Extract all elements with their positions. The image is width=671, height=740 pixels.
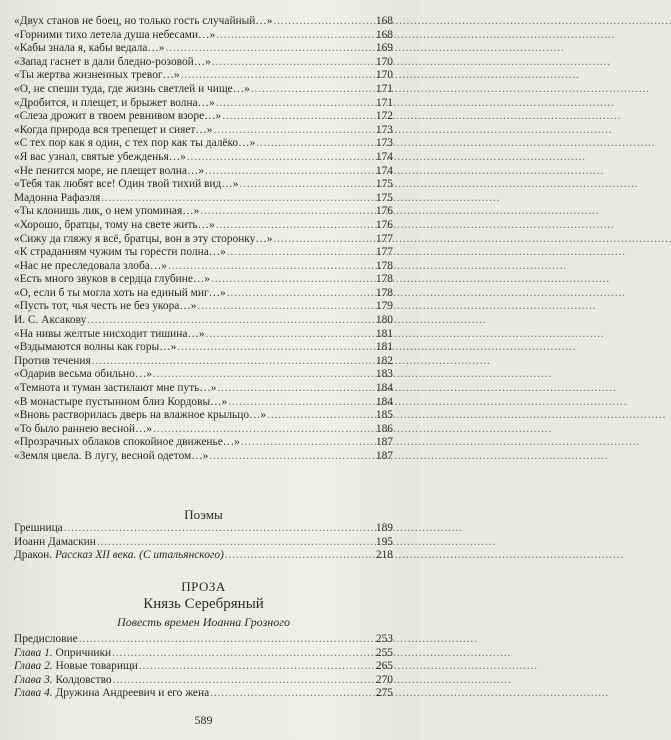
toc-entry-name: Колдовство — [52, 673, 112, 686]
toc-entry-page: 175 — [375, 191, 393, 204]
toc-entry-title: «Я вас узнал, святые убежденья…» — [14, 150, 186, 163]
dot-leader — [139, 660, 374, 674]
toc-entry-title: Мадонна Рафаэля — [14, 191, 101, 204]
toc-entry-title — [14, 674, 112, 688]
toc-entry-title: «В монастыре пустынном близ Кордовы…» — [14, 395, 228, 408]
dot-leader — [87, 314, 374, 328]
toc-entry — [14, 137, 393, 151]
dot-leader — [267, 409, 374, 423]
toc-entry-label: Глава 1. — [14, 646, 53, 659]
toc-entry — [14, 355, 393, 369]
toc-entry — [14, 56, 393, 70]
toc-entry-title — [14, 549, 224, 563]
toc-entry-title: Грешница — [14, 522, 63, 534]
toc-entry — [14, 633, 393, 647]
dot-leader — [273, 233, 374, 247]
toc-entry — [14, 536, 393, 550]
toc-entry-page: 177 — [375, 232, 393, 245]
toc-entry — [14, 97, 393, 111]
toc-entry-title: «Ты жертва жизненных тревог…» — [14, 69, 180, 82]
toc-entry-title: «То было раннею весной…» — [14, 422, 153, 435]
dot-leader — [205, 165, 374, 179]
toc-entry-label: Глава 4. — [14, 687, 53, 700]
toc-entry-name: Новые товарищи — [52, 660, 138, 673]
toc-entry-page: 189 — [375, 522, 393, 534]
toc-entry-page: 183 — [375, 368, 393, 381]
dot-leader — [64, 522, 374, 536]
toc-entry-title: «Не пенится море, не плещет волна…» — [14, 164, 205, 177]
toc-entry-page: 185 — [375, 409, 393, 422]
toc-entry-page: 176 — [375, 218, 393, 231]
toc-entry-page: 174 — [375, 150, 393, 163]
toc-entry-page: 178 — [375, 286, 393, 299]
dot-leader — [153, 368, 374, 382]
dot-leader — [181, 69, 374, 83]
toc-entry-title: «На нивы желтые нисходит тишина…» — [14, 327, 205, 340]
toc-entry — [14, 382, 393, 396]
toc-entry-page: 181 — [375, 341, 393, 354]
dot-leader — [274, 15, 375, 29]
novel-subtitle: Повесть времен Иоанна Грозного — [117, 615, 290, 629]
toc-entry-page: 270 — [375, 673, 393, 686]
toc-entry-page: 174 — [375, 164, 393, 177]
toc-entry-page: 171 — [375, 96, 393, 109]
toc-entry-title: «Горними тихо летела душа небесами…» — [14, 28, 216, 41]
dot-leader — [197, 300, 374, 314]
toc-entry-page: 195 — [375, 535, 393, 548]
toc-entry-title: «Двух станов не боец, но только гость случайный…» — [14, 15, 273, 27]
toc-entry-page: 169 — [375, 42, 393, 55]
dot-leader — [216, 29, 374, 43]
dot-leader — [211, 273, 374, 287]
toc-entry — [14, 341, 393, 355]
toc-entry — [14, 687, 393, 701]
toc-entry-page: 265 — [375, 660, 393, 673]
toc-entry-page: 178 — [375, 259, 393, 272]
toc-entry-title: «Прозрачных облаков спокойное движенье…» — [14, 436, 240, 449]
dot-leader — [113, 674, 374, 688]
dot-leader — [209, 450, 374, 464]
toc-entry-page: 175 — [375, 178, 393, 191]
toc-entry-page: 173 — [375, 137, 393, 150]
toc-entry-page: 172 — [375, 110, 393, 123]
toc-entry — [14, 246, 393, 260]
toc-entry-title — [14, 633, 78, 647]
toc-entry-title: «К страданиям чужим ты горести полна…» — [14, 246, 226, 259]
toc-entry-title: Против течения — [14, 354, 91, 367]
dot-leader — [153, 423, 374, 437]
toc-entry — [14, 328, 393, 342]
toc-entry-page: 171 — [375, 82, 393, 95]
dot-leader — [101, 192, 374, 206]
dot-leader — [216, 219, 374, 233]
toc-entry — [14, 219, 393, 233]
toc-entry — [14, 124, 393, 138]
toc-entry-label: Глава 3. — [14, 673, 53, 686]
toc-entry-title: «Кабы знала я, кабы ведала…» — [14, 42, 165, 55]
toc-entry — [14, 15, 393, 29]
novel-title: Князь Серебряный — [143, 596, 264, 612]
toc-entry — [14, 409, 393, 423]
toc-entry-title: «Есть много звуков в сердца глубине…» — [14, 273, 210, 286]
toc-entry-title: «Пусть тот, чья честь не без укора…» — [14, 300, 197, 313]
toc-entry-title: «Темнота и туман застилают мне путь…» — [14, 382, 217, 395]
toc-entry-title: «Хорошо, братцы, тому на свете жить…» — [14, 218, 215, 231]
toc-entry — [14, 205, 393, 219]
dot-leader — [187, 151, 374, 165]
toc-entry-page: 186 — [375, 422, 393, 435]
toc-entry-title: И. С. Аксакову — [14, 314, 87, 327]
toc-entry — [14, 549, 393, 563]
toc-entry-page: 177 — [375, 246, 393, 259]
toc-entry-page: 182 — [375, 354, 393, 367]
toc-entry-title: «Вздымаются волны как горы…» — [14, 341, 177, 354]
dot-leader — [241, 436, 374, 450]
toc-entry-page: 168 — [375, 15, 393, 27]
toc-entry — [14, 314, 393, 328]
toc-entry — [14, 647, 393, 661]
toc-entry — [14, 423, 393, 437]
dot-leader — [92, 355, 374, 369]
toc-entry-label: Глава 2. — [14, 660, 53, 673]
toc-entry-title: «Одарив весьма обильно…» — [14, 368, 152, 381]
toc-entry-page: 168 — [375, 28, 393, 41]
dot-leader — [79, 633, 374, 647]
toc-entry — [14, 450, 393, 464]
toc-entry-page: 184 — [375, 395, 393, 408]
toc-entry — [14, 674, 393, 688]
dot-leader — [239, 178, 374, 192]
toc-entry-label: Рассказ XII века. (С итальянского) — [54, 549, 224, 562]
toc-entry — [14, 522, 393, 536]
toc-entry-name: Дракон. — [14, 549, 55, 562]
dot-leader — [227, 287, 374, 301]
toc-entry — [14, 151, 393, 165]
toc-entry-title: Иоанн Дамаскин — [14, 535, 96, 548]
toc-entry-page: 170 — [375, 55, 393, 68]
dot-leader — [212, 56, 374, 70]
section-heading-poems: Поэмы — [184, 507, 223, 522]
section-heading-prose: ПРОЗА — [181, 579, 226, 594]
toc-entry-page: 180 — [375, 314, 393, 327]
toc-entry-title: «Земля цвела. В лугу, весной одетом…» — [14, 450, 209, 462]
dot-leader — [217, 382, 374, 396]
dot-leader — [112, 647, 374, 661]
toc-entry-title: «О, если б ты могла хоть на единый миг…» — [14, 286, 226, 299]
dot-leader — [256, 137, 374, 151]
toc-entry-name: Опричники — [52, 646, 112, 659]
toc-poems-list — [14, 15, 393, 464]
toc-entry-title: «Ты клонишь лик, о нем упоминая…» — [14, 205, 200, 218]
toc-entry-title: «О, не спеши туда, где жизнь светлей и чище…» — [14, 82, 250, 95]
toc-entry — [14, 300, 393, 314]
toc-entry — [14, 178, 393, 192]
toc-entry — [14, 69, 393, 83]
toc-entry-page: 173 — [375, 123, 393, 136]
toc-entry-title: «Сижу да гляжу я всё, братцы, вон в эту сторонку…» — [14, 232, 273, 245]
toc-entry-title — [14, 687, 209, 701]
dot-leader — [168, 260, 374, 274]
dot-leader — [206, 328, 374, 342]
toc-entry-title: «Запад гаснет в дали бледно-розовой…» — [14, 55, 211, 68]
toc-entry-page: 218 — [375, 549, 393, 562]
dot-leader — [227, 246, 374, 260]
toc-entry-page: 187 — [375, 436, 393, 449]
toc-entry — [14, 260, 393, 274]
dot-leader — [97, 536, 374, 550]
dot-leader — [228, 396, 374, 410]
dot-leader — [222, 110, 374, 124]
dot-leader — [225, 549, 374, 563]
toc-entry-page: 170 — [375, 69, 393, 82]
toc-entry — [14, 192, 393, 206]
dot-leader — [177, 341, 374, 355]
toc-entry-name: Дружина Андреевич и его жена — [52, 687, 210, 700]
toc-entry — [14, 83, 393, 97]
page-number: 589 — [194, 713, 213, 727]
toc-entry — [14, 29, 393, 43]
toc-entry-title: «Когда природа вся трепещет и сияет…» — [14, 123, 213, 136]
toc-entry-title: «Вновь растворилась дверь на влажное крыльцо…» — [14, 409, 267, 422]
toc-entry-title — [14, 660, 138, 674]
toc-long-poems-list — [14, 522, 393, 563]
toc-entry — [14, 368, 393, 382]
toc-entry — [14, 165, 393, 179]
toc-entry-page: 176 — [375, 205, 393, 218]
dot-leader — [165, 42, 374, 56]
toc-entry — [14, 396, 393, 410]
toc-entry-page: 184 — [375, 382, 393, 395]
toc-entry-page: 187 — [375, 450, 393, 462]
toc-entry-page: 253 — [375, 633, 393, 645]
toc-entry — [14, 660, 393, 674]
dot-leader — [251, 83, 374, 97]
dot-leader — [210, 687, 374, 701]
toc-novel-chapters — [14, 633, 393, 701]
toc-entry — [14, 42, 393, 56]
toc-entry — [14, 287, 393, 301]
toc-entry-title: «С тех пор как я один, с тех пор как ты далёко…» — [14, 137, 256, 150]
toc-entry-page: 179 — [375, 300, 393, 313]
toc-entry-page: 255 — [375, 646, 393, 659]
dot-leader — [213, 124, 374, 138]
toc-entry-page: 178 — [375, 273, 393, 286]
toc-entry-title — [14, 647, 111, 661]
toc-entry-title: «Нас не преследовала злоба…» — [14, 259, 167, 272]
toc-entry — [14, 233, 393, 247]
toc-entry-title: «Тебя так любят все! Один твой тихий вид…» — [14, 178, 239, 191]
toc-entry-title: «Слеза дрожит в твоем ревнивом взоре…» — [14, 110, 222, 123]
toc-entry — [14, 110, 393, 124]
toc-entry — [14, 273, 393, 287]
toc-entry-name: Предисловие — [14, 633, 78, 645]
dot-leader — [216, 97, 374, 111]
toc-entry — [14, 436, 393, 450]
toc-entry-title: «Дробится, и плещет, и брыжет волна…» — [14, 96, 215, 109]
toc-entry-page: 275 — [375, 687, 393, 700]
toc-entry-page: 181 — [375, 327, 393, 340]
dot-leader — [200, 205, 374, 219]
